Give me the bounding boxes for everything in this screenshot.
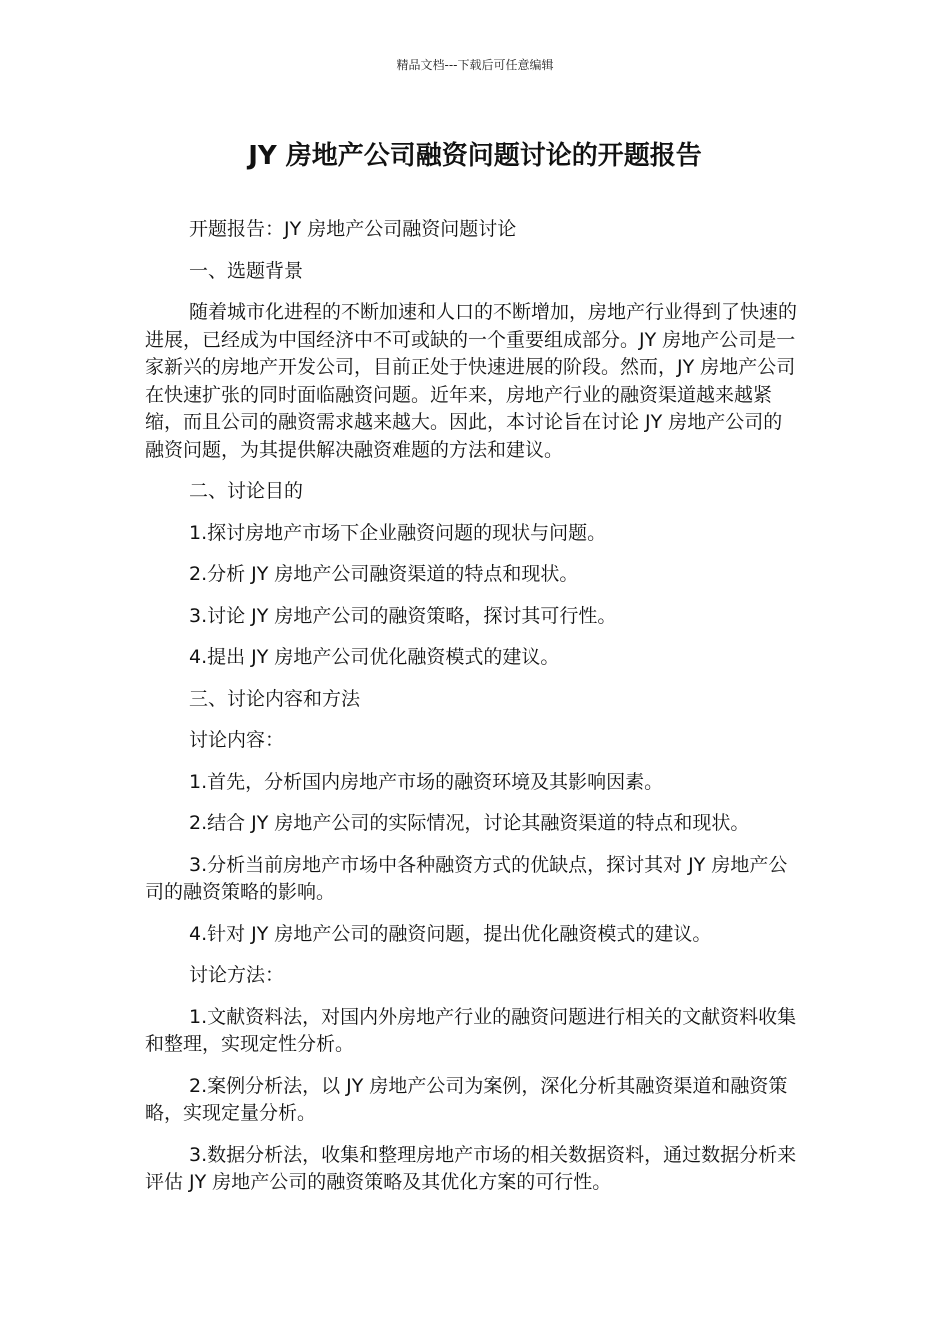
purpose-item-4: 4.提出 JY 房地产公司优化融资模式的建议。 — [189, 646, 560, 668]
page-header: 精品文档---下载后可任意编辑 — [396, 58, 554, 72]
content-item-1: 1.首先，分析国内房地产市场的融资环境及其影响因素。 — [189, 770, 664, 793]
content-label: 讨论内容： — [189, 729, 285, 751]
method-item-1: 1.文献资料法，对国内外房地产行业的融资问题进行相关的文献资料收集和整理，实现定性分析。 — [145, 1005, 797, 1055]
purpose-item-2: 2.分析 JY 房地产公司融资渠道的特点和现状。 — [189, 563, 579, 585]
section-heading-purpose: 二、讨论目的 — [189, 480, 304, 502]
background-paragraph: 随着城市化进程的不断加速和人口的不断增加，房地产行业得到了快速的进展，已经成为中国经济中不可或缺的一个重要组成部分。JY 房地产公司是一家新兴的房地产开发公司，目前正处于快速进展的阶段。然而，JY 房地产公司在快速扩张的同时面临融资问题。近年来，房地产行业的融资渠道越来越紧缩，而且公司的融资需求越来越大。因此，本讨论旨在讨论 JY 房地产公司的融资问题，为其提供解决融资难题的方法和建议。 — [145, 301, 798, 461]
content-item-2: 2.结合 JY 房地产公司的实际情况，讨论其融资渠道的特点和现状。 — [189, 812, 750, 834]
method-item-3: 3.数据分析法，收集和整理房地产市场的相关数据资料，通过数据分析来评估 JY 房地产公司的融资策略及其优化方案的可行性。 — [145, 1143, 797, 1193]
document-body — [145, 216, 800, 1211]
method-label: 讨论方法： — [189, 964, 285, 986]
purpose-item-3: 3.讨论 JY 房地产公司的融资策略，探讨其可行性。 — [189, 604, 617, 627]
content-item-4: 4.针对 JY 房地产公司的融资问题，提出优化融资模式的建议。 — [189, 922, 712, 945]
method-item-2: 2.案例分析法，以 JY 房地产公司为案例，深化分析其融资渠道和融资策略，实现定量分析。 — [145, 1074, 788, 1124]
section-heading-content-method: 三、讨论内容和方法 — [189, 687, 361, 710]
report-subject: 开题报告：JY 房地产公司融资问题讨论 — [189, 218, 517, 240]
section-heading-background: 一、选题背景 — [189, 259, 304, 282]
content-item-3: 3.分析当前房地产市场中各种融资方式的优缺点，探讨其对 JY 房地产公司的融资策略的影响。 — [145, 853, 788, 903]
document-title: JY 房地产公司融资问题讨论的开题报告 — [248, 141, 702, 171]
purpose-item-1: 1.探讨房地产市场下企业融资问题的现状与问题。 — [189, 521, 607, 544]
